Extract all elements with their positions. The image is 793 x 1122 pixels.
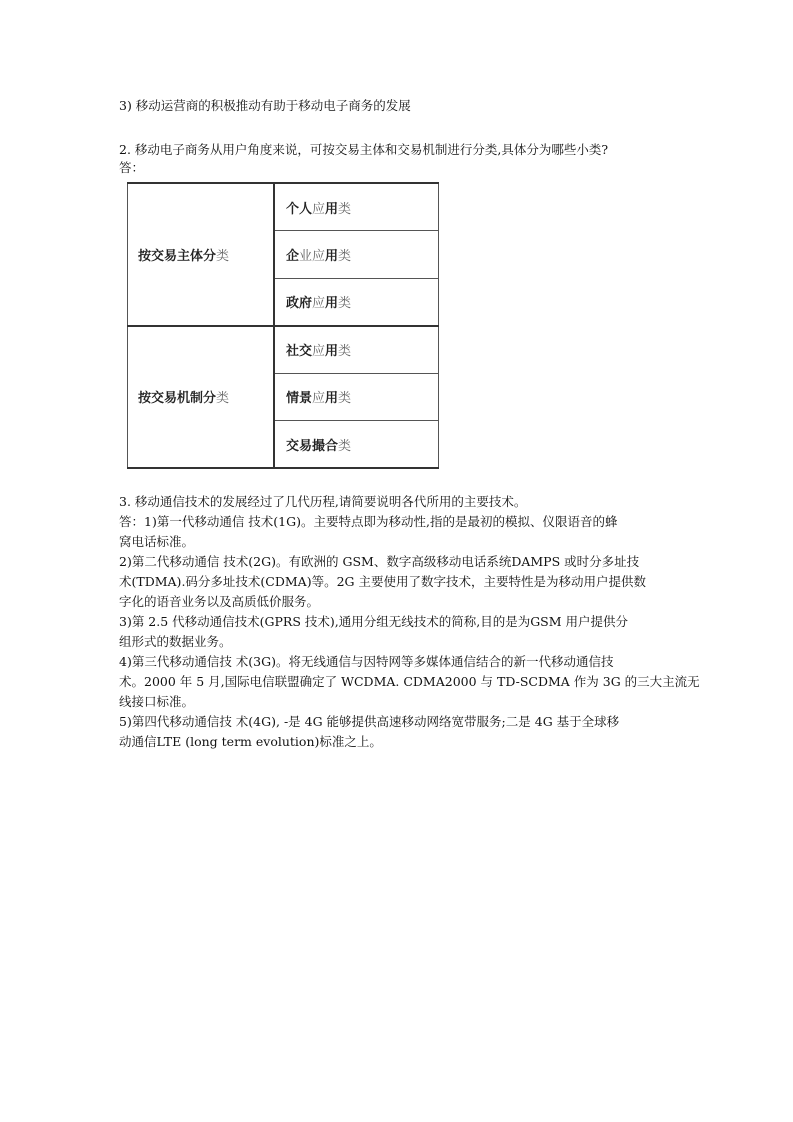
answer-line: 术。2000 年 5 月,国际电信联盟确定了 WCDMA. CDMA2000 与 TD-SCDMA 作为 3G 的三大主流无 [119, 674, 700, 689]
answer-line: 答：1)第一代移动通信 技术(1G)。主要特点即为移动性,指的是最初的模拟、仪限语音的蜂 [119, 514, 618, 529]
cell-text-bold: 社交 [286, 344, 313, 359]
cell-text-bold: 政府 [286, 296, 313, 311]
answer-line: 动通信LTE (long term evolution)标准之上。 [119, 734, 382, 749]
answer-2-label: 答： [119, 160, 145, 175]
paragraph-point-3: 3) 移动运营商的积极推动有助于移动电子商务的发展 [119, 98, 411, 113]
answer-line: 线接口标准。 [119, 694, 195, 709]
cell-text-light: 类 [338, 201, 352, 217]
cell-text-bold: 用 [325, 391, 339, 407]
cell-text-bold: 个人 [286, 201, 313, 217]
cell-text-bold: 用 [325, 248, 339, 264]
cell-text-bold: 用 [325, 296, 339, 311]
cell-text-bold: 企 [286, 248, 300, 264]
cell-text-light: 应 [312, 344, 326, 359]
table-cell [274, 231, 439, 279]
table-row [128, 326, 439, 374]
cell-text-light: 类 [338, 296, 352, 311]
table-row [128, 183, 439, 231]
cell-text-bold: 用 [325, 201, 339, 217]
group-label-bold: 按交易机制分 [138, 391, 217, 407]
cell-text-bold: 用 [325, 344, 339, 359]
table-cell [274, 183, 439, 231]
cell-text-light: 应 [312, 296, 326, 311]
group-label-light: 类 [216, 391, 230, 407]
group-cell-transaction-subject [128, 183, 275, 326]
cell-text-light: 类 [338, 438, 352, 454]
group-label-bold: 按交易主体分 [138, 248, 217, 264]
answer-line: 字化的语音业务以及高质低价服务。 [119, 594, 320, 609]
classification-table [127, 182, 439, 469]
question-2: 2. 移动电子商务从用户角度来说，可按交易主体和交易机制进行分类,具体分为哪些小类? [119, 142, 609, 157]
table-cell [274, 278, 439, 326]
table-cell [274, 326, 439, 374]
answer-line: 5)第四代移动通信技 术(4G), -是 4G 能够提供高速移动网络宽带服务;二是 4G 基于全球移 [119, 714, 620, 729]
cell-text-light: 应 [312, 391, 326, 407]
group-cell-transaction-mechanism [128, 326, 275, 469]
question-3: 3. 移动通信技术的发展经过了几代历程,请简要说明各代所用的主要技术。 [119, 494, 527, 509]
cell-text-bold: 交易撮合 [286, 438, 339, 454]
answer-line: 2)第二代移动通信 技术(2G)。有欧洲的 GSM、数字高级移动电话系统DAMPS 或时分多址技 [119, 554, 640, 569]
table-cell [274, 421, 439, 469]
cell-text-light: 应 [312, 201, 326, 217]
cell-text-bold: 情景 [286, 391, 313, 407]
cell-text-light: 类 [338, 248, 352, 264]
cell-text-light: 类 [338, 344, 352, 359]
group-label-light: 类 [216, 248, 230, 264]
answer-line: 3)第 2.5 代移动通信技术(GPRS 技术),通用分组无线技术的简称,目的是为GSM 用户提供分 [119, 614, 629, 629]
cell-text-light: 类 [338, 391, 352, 407]
table-cell [274, 373, 439, 421]
answer-line: 组形式的数据业务。 [119, 634, 232, 649]
answer-line: 窝电话标准。 [119, 534, 195, 549]
answer-line: 术(TDMA).码分多址技术(CDMA)等。2G 主要使用了数字技术，主要特性是为移动用户提供数 [119, 574, 646, 589]
cell-text-light: 业应 [299, 248, 326, 264]
answer-line: 4)第三代移动通信技 术(3G)。将无线通信与因特网等多媒体通信结合的新一代移动通信技 [119, 654, 614, 669]
